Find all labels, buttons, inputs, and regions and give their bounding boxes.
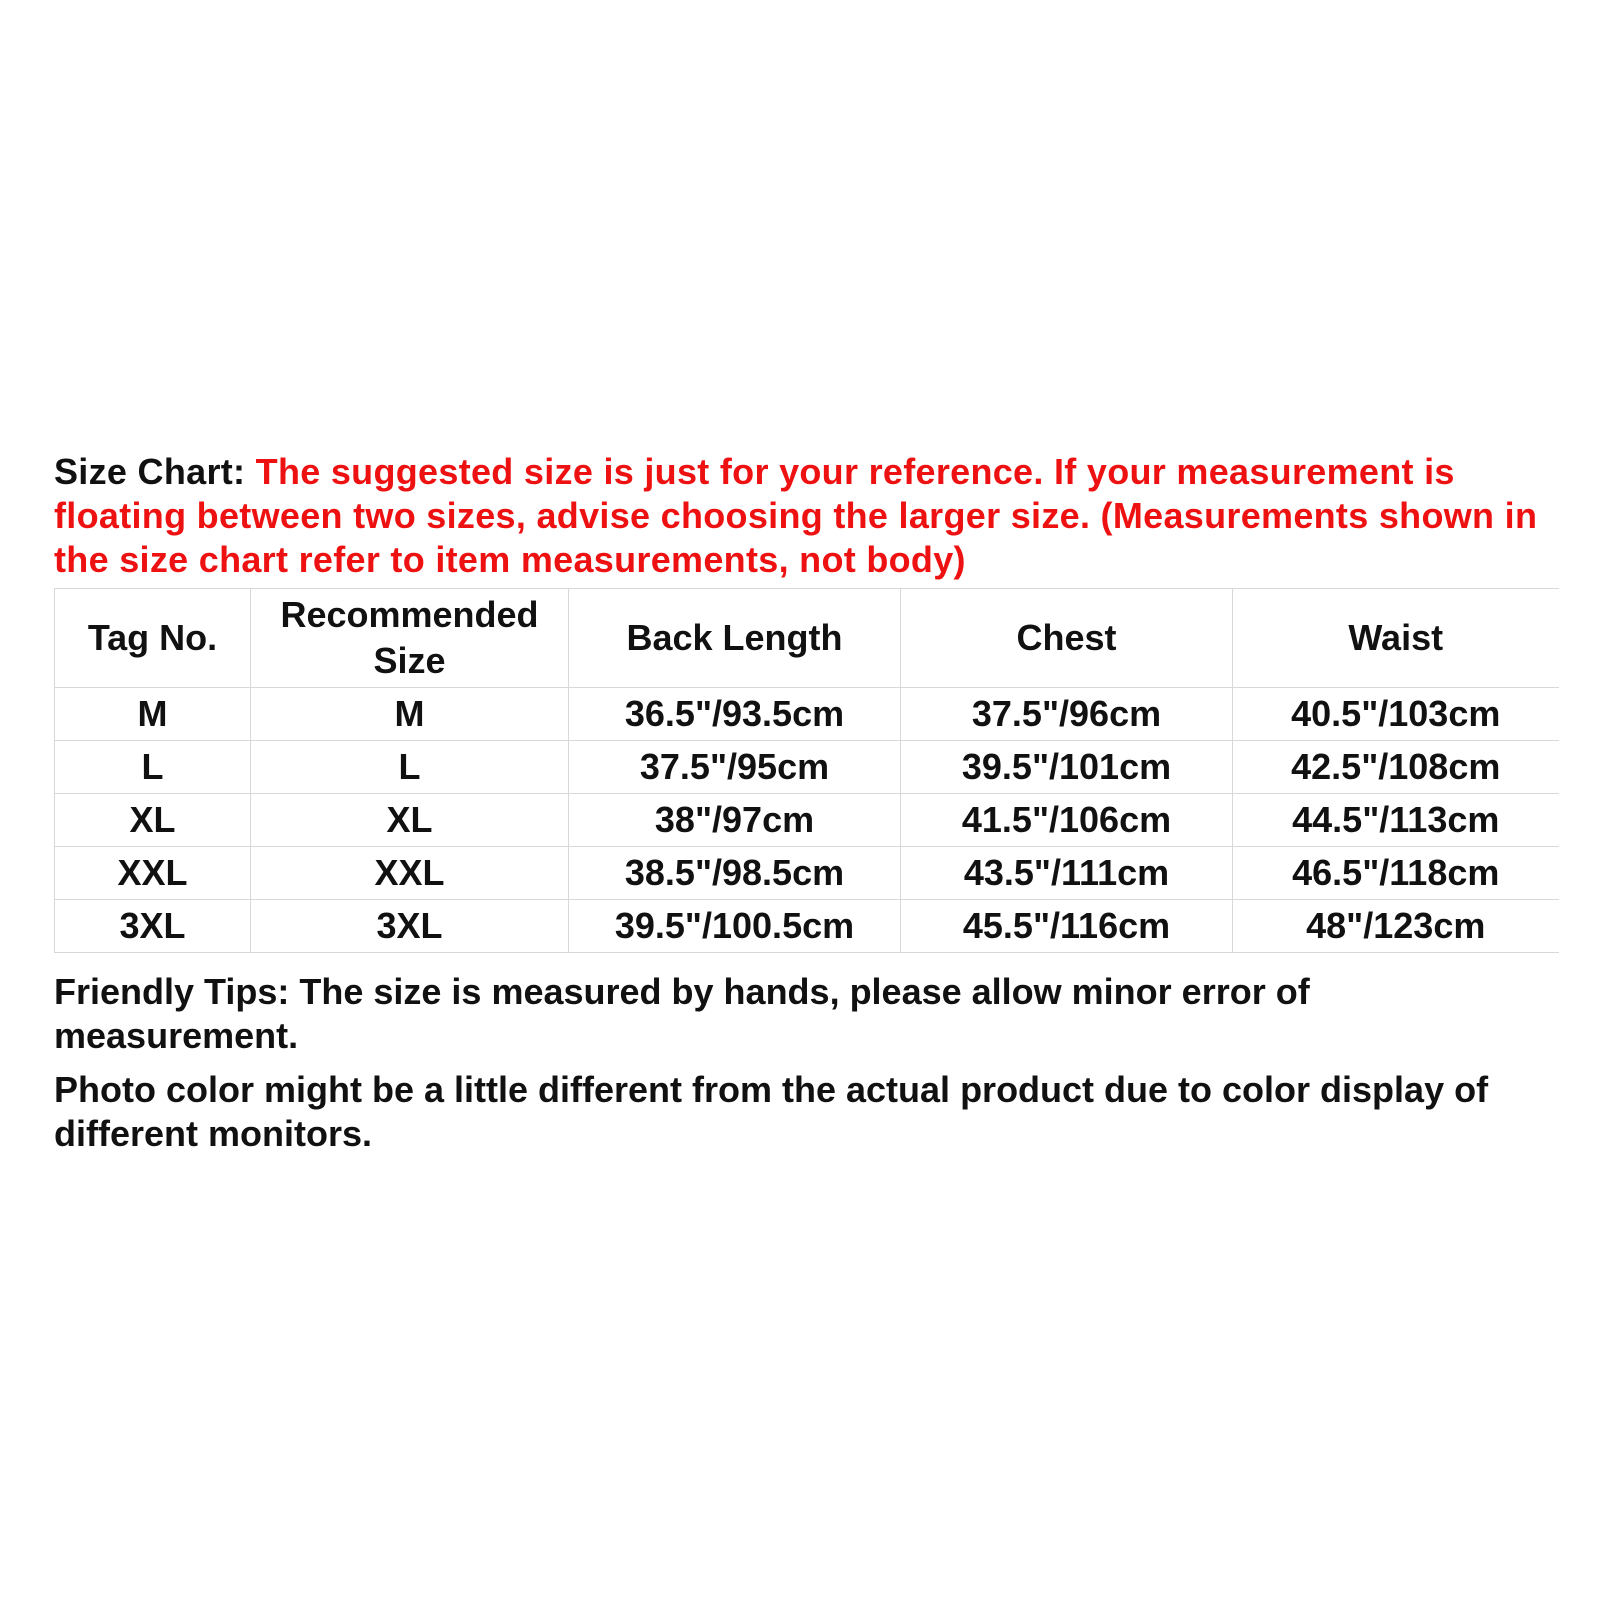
size-chart-note: The suggested size is just for your reference. If your measurement is floating between two sizes, advise choosing the larger size. (Measurements shown in the size chart refer to item measurements, not body) [54, 451, 1538, 580]
cell-back-length: 36.5"/93.5cm [569, 688, 901, 741]
cell-waist: 44.5"/113cm [1233, 794, 1559, 847]
cell-back-length: 37.5"/95cm [569, 741, 901, 794]
cell-tag-no: XL [55, 794, 251, 847]
cell-back-length: 38.5"/98.5cm [569, 847, 901, 900]
cell-recommended-size: L [251, 741, 569, 794]
photo-color-note: Photo color might be a little different from the actual product due to color display of different monitors. [54, 1069, 1489, 1154]
cell-chest: 37.5"/96cm [901, 688, 1233, 741]
cell-tag-no: 3XL [55, 900, 251, 953]
cell-recommended-size: M [251, 688, 569, 741]
size-chart-label: Size Chart: [54, 451, 246, 492]
table-row [55, 794, 1559, 847]
cell-recommended-size: 3XL [251, 900, 569, 953]
cell-back-length: 38"/97cm [569, 794, 901, 847]
tips-section [54, 970, 1554, 1156]
cell-chest: 39.5"/101cm [901, 741, 1233, 794]
cell-waist: 46.5"/118cm [1233, 847, 1559, 900]
header-chest: Chest [901, 589, 1233, 688]
cell-tag-no: M [55, 688, 251, 741]
cell-chest: 43.5"/111cm [901, 847, 1233, 900]
size-table-header-row [55, 589, 1559, 688]
table-row [55, 900, 1559, 953]
table-row [55, 741, 1559, 794]
cell-waist: 40.5"/103cm [1233, 688, 1559, 741]
table-row [55, 847, 1559, 900]
size-chart-intro [54, 450, 1554, 582]
cell-recommended-size: XL [251, 794, 569, 847]
cell-waist: 42.5"/108cm [1233, 741, 1559, 794]
cell-waist: 48"/123cm [1233, 900, 1559, 953]
friendly-tips: Friendly Tips: The size is measured by hands, please allow minor error of measurement. [54, 971, 1310, 1056]
cell-recommended-size: XXL [251, 847, 569, 900]
table-row [55, 688, 1559, 741]
size-table [54, 588, 1559, 953]
header-tag-no: Tag No. [55, 589, 251, 688]
cell-chest: 41.5"/106cm [901, 794, 1233, 847]
cell-tag-no: L [55, 741, 251, 794]
cell-back-length: 39.5"/100.5cm [569, 900, 901, 953]
cell-chest: 45.5"/116cm [901, 900, 1233, 953]
header-recommended-size: Recommended Size [251, 589, 569, 688]
header-waist: Waist [1233, 589, 1559, 688]
header-back-length: Back Length [569, 589, 901, 688]
cell-tag-no: XXL [55, 847, 251, 900]
